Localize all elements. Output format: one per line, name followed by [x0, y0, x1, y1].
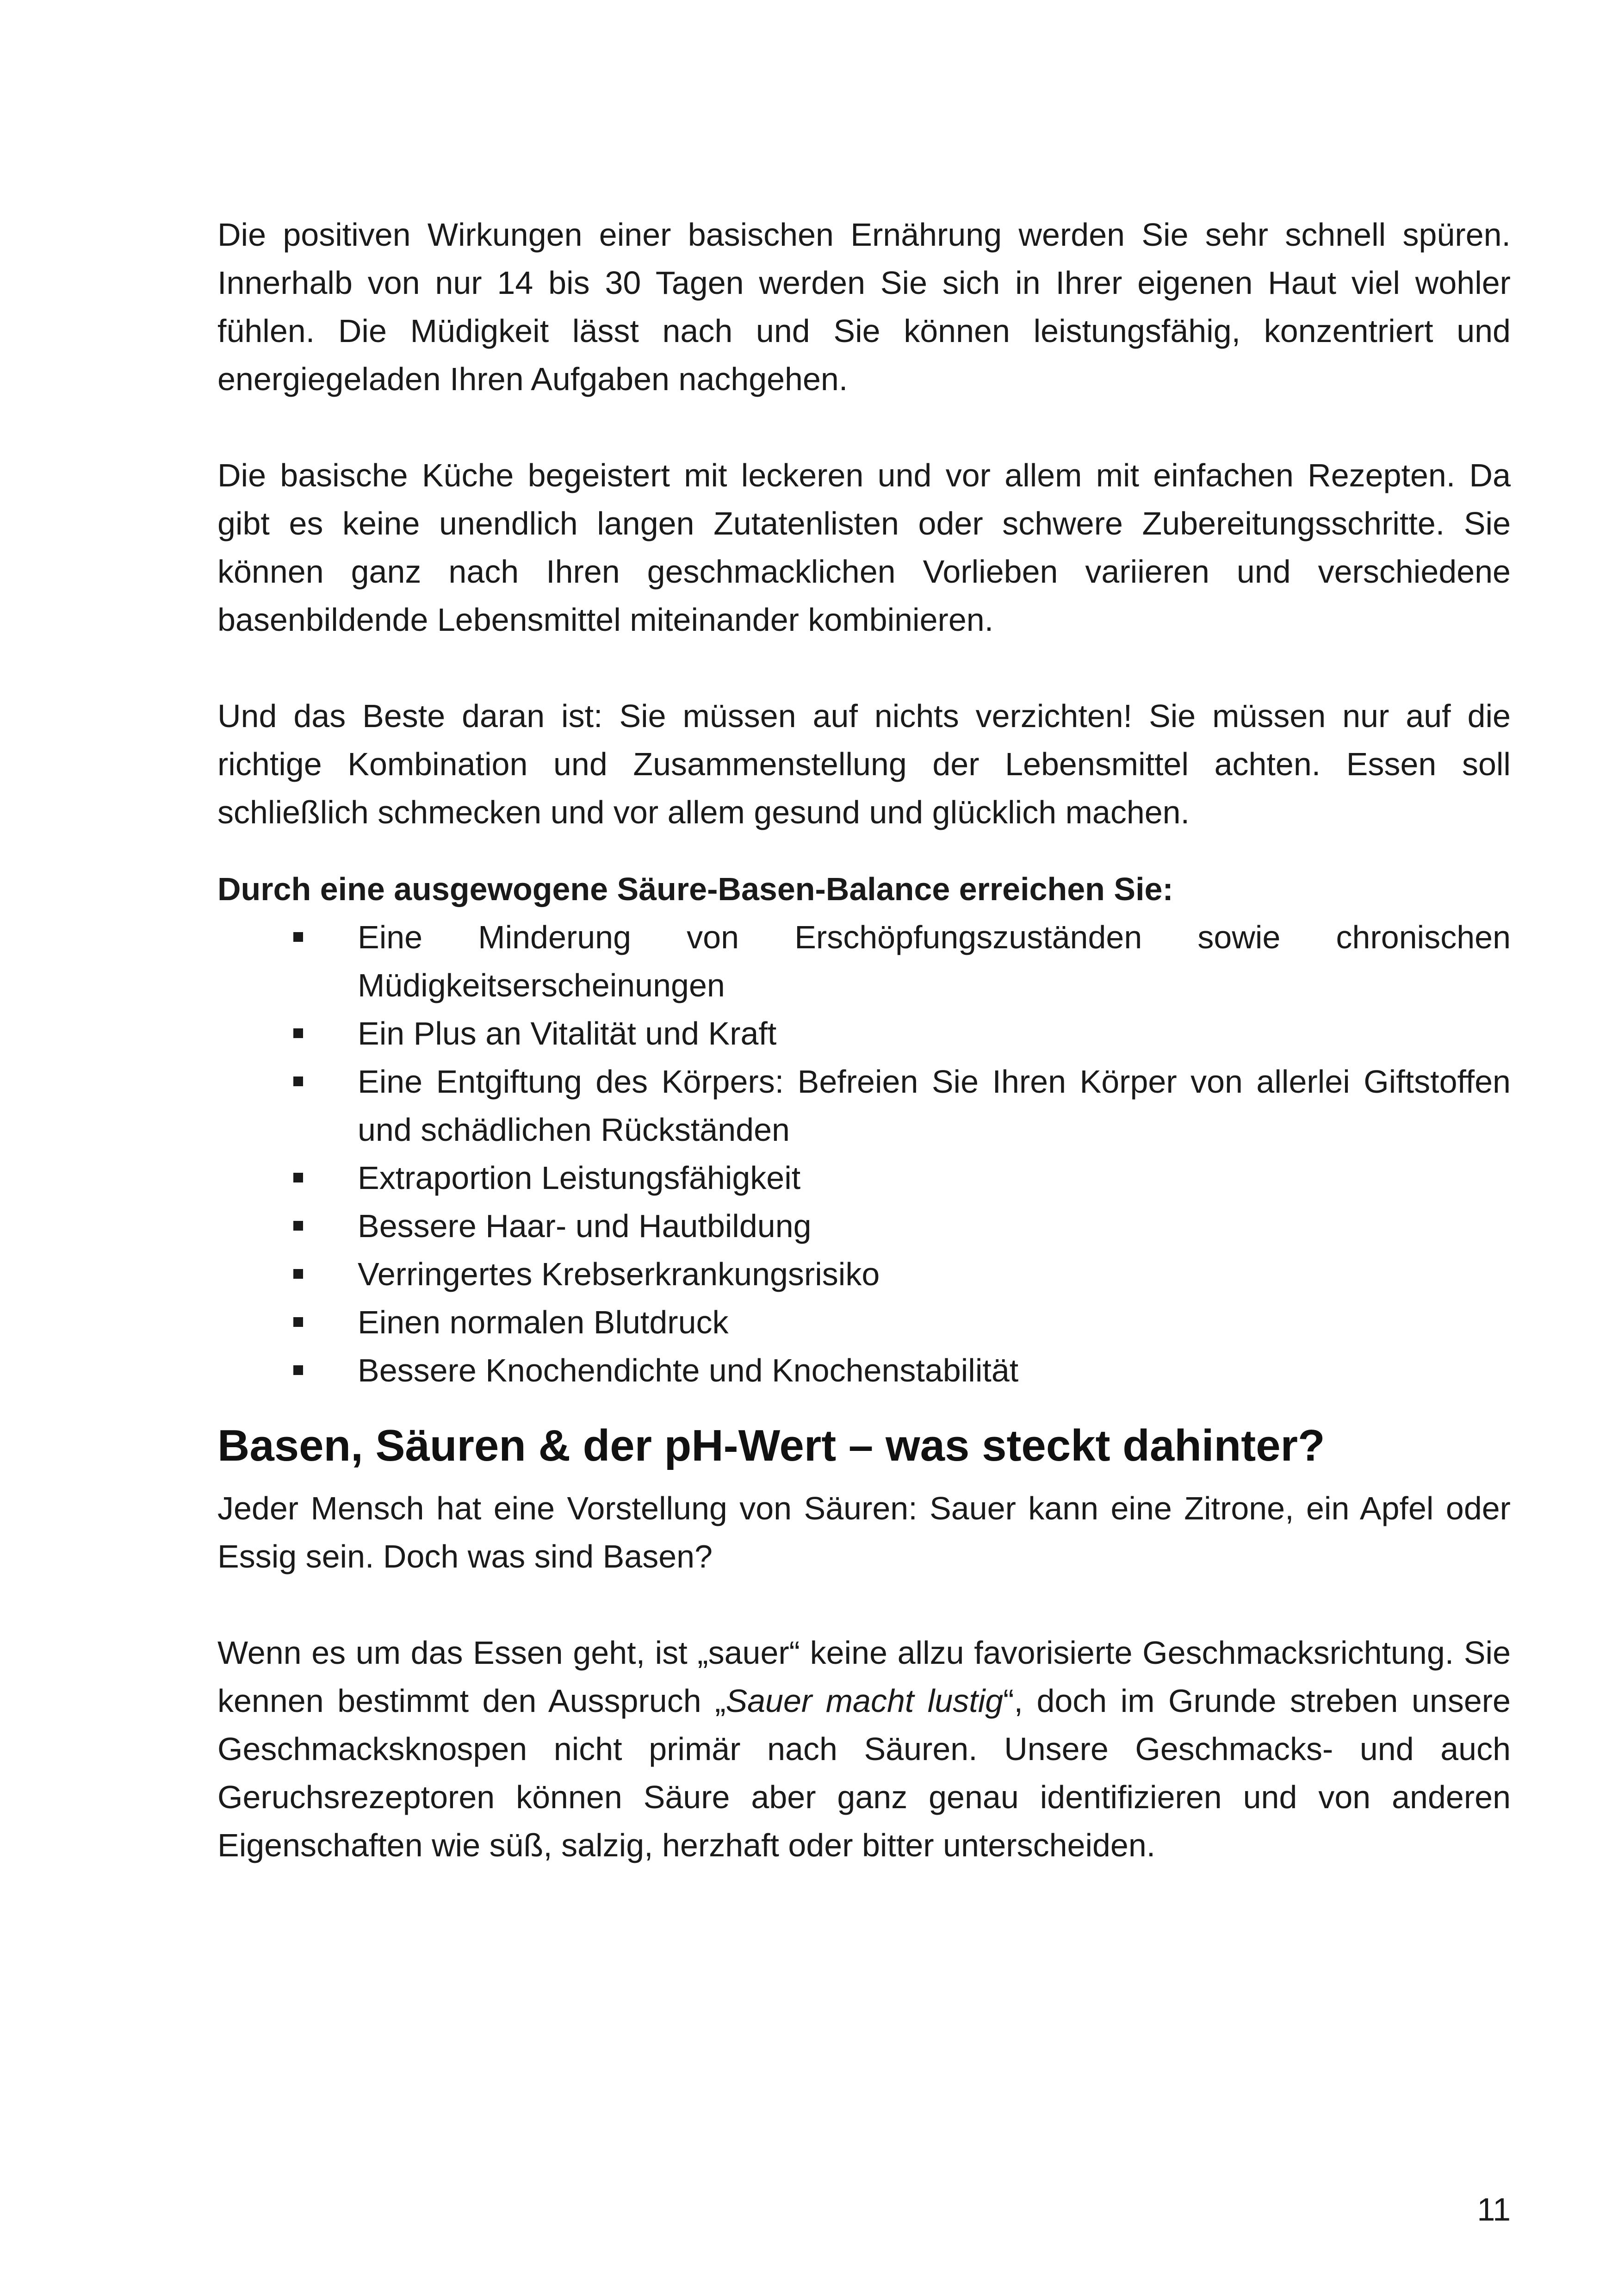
list-item: [217, 1154, 1511, 1202]
square-bullet-icon: [293, 1221, 303, 1231]
list-item-text: Verringertes Krebserkrankungsrisiko: [358, 1256, 880, 1292]
page-number: 11: [1477, 2191, 1511, 2228]
list-item-text: Einen normalen Blutdruck: [358, 1304, 729, 1340]
section-paragraph-2: [217, 1629, 1511, 1869]
paragraph-spacer: [217, 644, 1511, 692]
square-bullet-icon: [293, 1365, 303, 1375]
list-item: [217, 1298, 1511, 1346]
benefits-lead: Durch eine ausgewogene Säure-Basen-Balance erreichen Sie:: [217, 871, 1173, 907]
list-item-text: Eine Entgiftung des Körpers: Befreien Sie Ihren Körper von allerlei Giftstoffen und schädlichen Rückständen: [358, 1064, 1511, 1148]
square-bullet-icon: [293, 1173, 303, 1182]
paragraph-text-after-quote: “, doch im Grunde streben unsere Geschmacksknospen nicht primär nach Säuren. Unsere Geschmacks- und auch Geruchsrezeptoren können Säure aber ganz genau identifizieren und von anderen Eigenschaften wie süß, salzig, herzhaft oder bitter unterscheiden.: [217, 1683, 1511, 1863]
list-item: [217, 1202, 1511, 1250]
square-bullet-icon: [293, 1269, 303, 1279]
list-item: [217, 1250, 1511, 1298]
benefits-list: [217, 913, 1511, 1394]
list-item-text: Bessere Haar- und Hautbildung: [358, 1208, 812, 1244]
section-heading: Basen, Säuren & der pH-Wert – was steckt dahinter?: [217, 1421, 1325, 1470]
list-item-text: Extraportion Leistungsfähigkeit: [358, 1160, 801, 1196]
section-paragraph-1: Jeder Mensch hat eine Vorstellung von Säuren: Sauer kann eine Zitrone, ein Apfel oder Essig sein. Doch was sind Basen?: [217, 1490, 1511, 1574]
square-bullet-icon: [293, 932, 303, 942]
page-content: [217, 211, 1511, 1869]
list-item-text: Bessere Knochendichte und Knochenstabilität: [358, 1352, 1019, 1388]
square-bullet-icon: [293, 1317, 303, 1327]
list-item: [217, 913, 1511, 1009]
square-bullet-icon: [293, 1028, 303, 1038]
paragraph-spacer: [217, 1580, 1511, 1629]
list-item-text: Ein Plus an Vitalität und Kraft: [358, 1015, 777, 1052]
paragraph-text-before-quote: Wenn es um das Essen geht, ist „sauer“ keine allzu favorisierte Geschmacksrichtung. Sie kennen bestimmt den Ausspruch „: [217, 1635, 1511, 1719]
paragraph-spacer: [217, 403, 1511, 451]
quoted-saying: Sauer macht lustig: [725, 1683, 1004, 1719]
intro-paragraph-3: Und das Beste daran ist: Sie müssen auf nichts verzichten! Sie müssen nur auf die richtige Kombination und Zusammenstellung der Lebensmittel achten. Essen soll schließlich schmecken und vor allem gesund und glücklich machen.: [217, 698, 1511, 830]
intro-paragraph-1: Die positiven Wirkungen einer basischen Ernährung werden Sie sehr schnell spüren. Innerhalb von nur 14 bis 30 Tagen werden Sie sich in Ihrer eigenen Haut viel wohler fühlen. Die Müdigkeit lässt nach und Sie können leistungsfähig, konzentriert und energiegeladen Ihren Aufgaben nachgehen.: [217, 217, 1511, 397]
list-item: [217, 1058, 1511, 1154]
square-bullet-icon: [293, 1076, 303, 1086]
intro-paragraph-2: Die basische Küche begeistert mit leckeren und vor allem mit einfachen Rezepten. Da gibt es keine unendlich langen Zutatenlisten oder schwere Zubereitungsschritte. Sie können ganz nach Ihren geschmacklichen Vorlieben variieren und verschiedene basenbildende Lebensmittel miteinander kombinieren.: [217, 457, 1511, 638]
list-item-text: Eine Minderung von Erschöpfungszuständen sowie chronischen Müdigkeitserscheinungen: [358, 919, 1511, 1003]
list-item: [217, 1009, 1511, 1058]
list-item: [217, 1346, 1511, 1394]
